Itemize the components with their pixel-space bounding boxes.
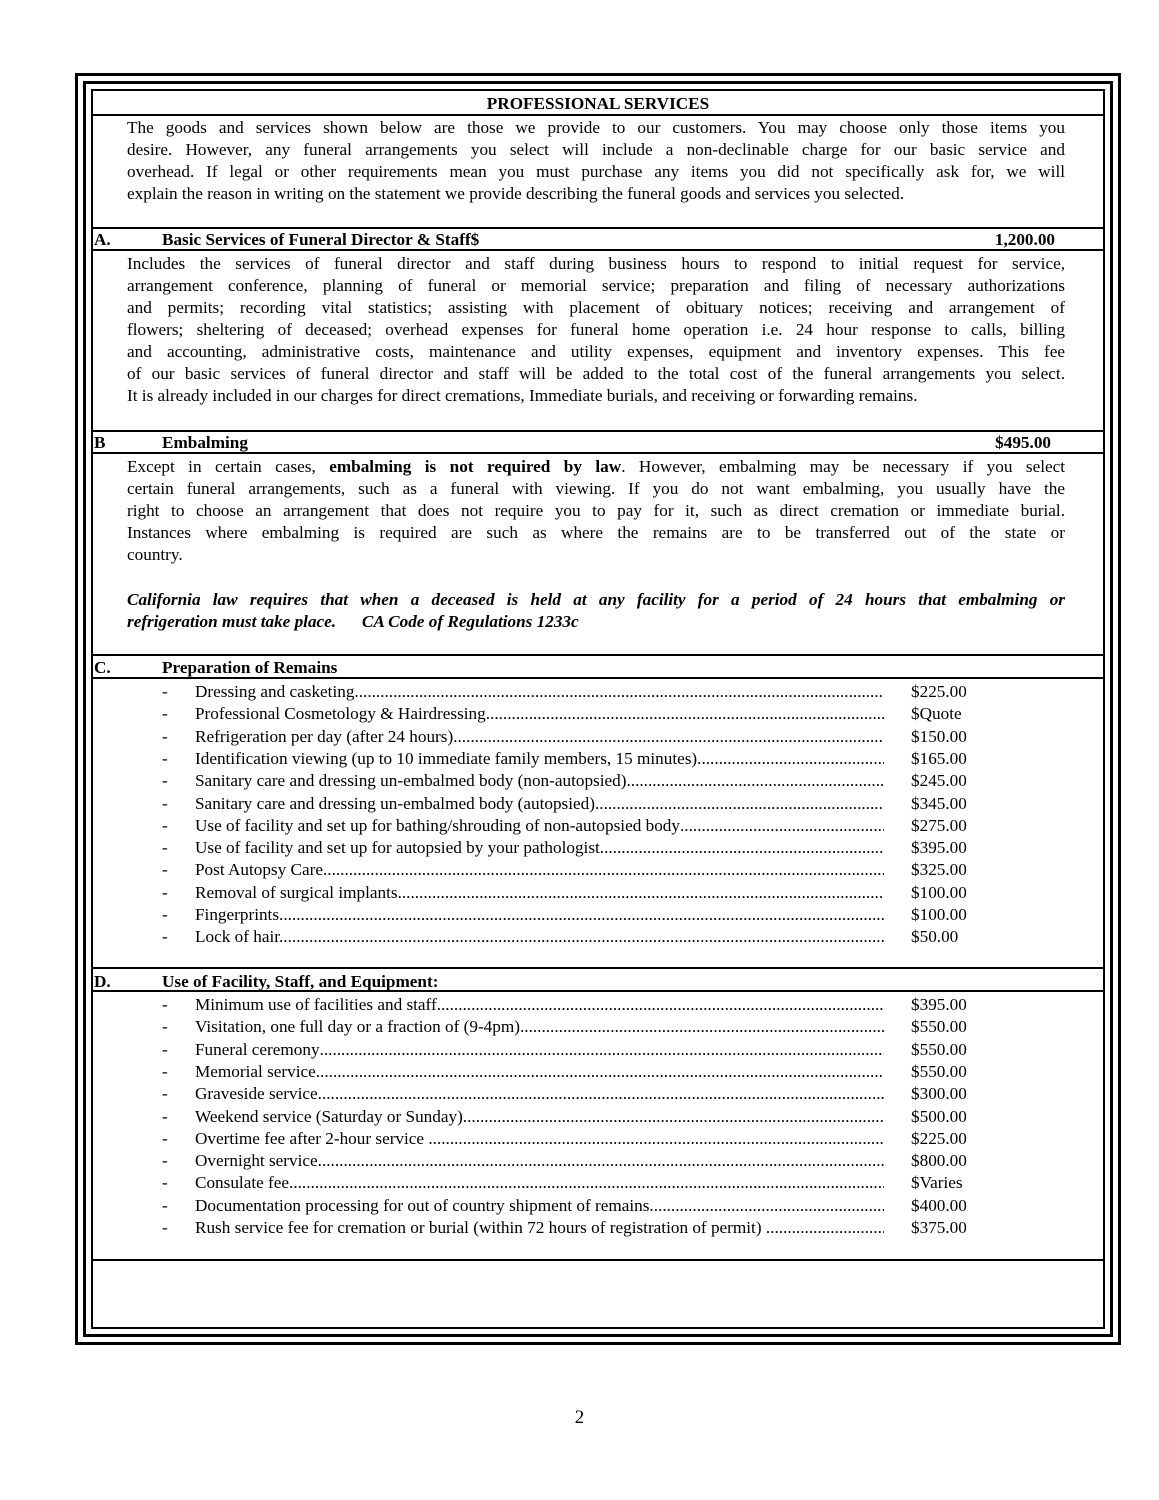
price-list-item: [162, 882, 884, 904]
item-label: Rush service fee for cremation or burial (within 72 hours of registration of permit): [195, 1218, 766, 1237]
item-price: $Quote: [911, 704, 962, 724]
item-price: $395.00: [911, 838, 967, 858]
list-bullet: -: [162, 1151, 168, 1171]
section-c-letter: C.: [94, 658, 111, 677]
section-b-line-start: Except in certain cases,: [127, 457, 330, 476]
dot-leader: [318, 1150, 884, 1172]
list-bullet: -: [162, 1017, 168, 1037]
divider: [91, 1259, 1105, 1261]
list-bullet: -: [162, 927, 168, 947]
section-a-line: arrangement conference, planning of funeral or memorial service; preparation and filing of necessary authorizations: [127, 276, 1065, 295]
price-list-item: [162, 926, 884, 948]
item-price: $550.00: [911, 1017, 967, 1037]
item-label: Dressing and casketing: [195, 682, 355, 701]
law-line: refrigeration must take place. CA Code of Regulations 1233c: [127, 612, 579, 631]
item-label: Lock of hair.: [195, 927, 284, 947]
item-label: Sanitary care and dressing un-embalmed body (non-autopsied): [195, 771, 627, 791]
dot-leader: [320, 1039, 884, 1061]
item-price: $550.00: [911, 1039, 967, 1059]
item-label: Consulate fee: [195, 1173, 290, 1193]
price-list-item: [162, 994, 884, 1016]
page-title: PROFESSIONAL SERVICES: [486, 94, 710, 113]
item-label: Weekend service (Saturday or Sunday): [195, 1106, 463, 1126]
section-a-line: flowers; sheltering of deceased; overhead expenses for funeral home operation i.e. 24 hour response to calls, billing: [127, 320, 1065, 339]
price-list-item: [162, 904, 884, 926]
item-price: $800.00: [911, 1151, 967, 1171]
list-bullet: -: [162, 1128, 168, 1148]
price-list-item: [162, 1150, 884, 1172]
list-bullet: -: [162, 793, 168, 813]
item-price: $500.00: [911, 1106, 967, 1126]
item-label: Overtime fee after 2-hour service: [195, 1128, 429, 1148]
price-list-item: [162, 1128, 884, 1150]
section-b-price: $495.00: [995, 433, 1051, 452]
list-bullet: -: [162, 1195, 168, 1215]
item-price: $225.00: [911, 682, 967, 701]
price-list-item: [162, 1172, 884, 1194]
item-label: Visitation, one full day or a fraction of (9-4pm): [195, 1017, 520, 1037]
dot-leader: [453, 726, 884, 748]
item-label: Professional Cosmetology & Hairdressing: [195, 704, 486, 724]
section-a-description: [127, 253, 1065, 407]
list-bullet: -: [162, 860, 168, 880]
dot-leader: [323, 859, 884, 881]
section-b-emphasis: embalming is not required by law: [329, 457, 622, 476]
list-bullet: -: [162, 704, 168, 724]
item-label: Funeral ceremony: [195, 1039, 320, 1059]
price-list-item: [162, 1195, 884, 1217]
section-d-letter: D.: [94, 972, 111, 991]
section-a-line: and permits; recording vital statistics; assisting with placement of obituary notices; receiving and arrangement of: [127, 298, 1065, 317]
section-a-line: of our basic services of funeral director and staff will be added to the total cost of the funeral arrangements you select.: [127, 364, 1065, 383]
california-law-note: [127, 589, 1065, 633]
price-list-item: [162, 815, 884, 837]
dot-leader: [316, 1061, 884, 1083]
section-a-line: It is already included in our charges for direct cremations, Immediate burials, and receiving or forwarding remains.: [127, 386, 918, 405]
dot-leader: [283, 926, 884, 948]
item-label: Fingerprints: [195, 905, 280, 924]
price-list-item: [162, 859, 884, 881]
price-list-item: [162, 770, 884, 792]
divider: [91, 654, 1105, 656]
price-list-item: [162, 1016, 884, 1038]
item-label: Use of facility and set up for bathing/shrouding of non-autopsied body: [195, 815, 680, 835]
dot-leader: [289, 1172, 884, 1194]
item-price: $165.00: [911, 748, 967, 768]
item-price: $325.00: [911, 860, 967, 880]
section-c-title: Preparation of Remains: [162, 658, 338, 677]
list-bullet: -: [162, 1061, 168, 1081]
item-label: Use of facility and set up for autopsied by your pathologist: [195, 838, 600, 858]
dot-leader: [595, 793, 884, 815]
item-price: $100.00: [911, 882, 967, 902]
item-price: $50.00: [911, 927, 959, 947]
item-price: $550.00: [911, 1061, 967, 1081]
item-label: Sanitary care and dressing un-embalmed body (autopsied): [195, 793, 595, 813]
section-b-description: [127, 456, 1065, 566]
section-a-price: 1,200.00: [994, 230, 1055, 249]
item-label: Memorial service: [195, 1061, 316, 1081]
intro-line: desire. However, any funeral arrangements you select will include a non-declinable charge for our basic service and: [127, 140, 1065, 159]
section-b-line: certain funeral arrangements, such as a funeral with viewing. If you do not want embalming, you usually have the: [127, 479, 1065, 498]
section-a-line: and accounting, administrative costs, maintenance and utility expenses, equipment and inventory expenses. This fee: [127, 342, 1065, 361]
price-list-item: [162, 837, 884, 859]
price-list-item: [162, 1106, 884, 1128]
intro-line: overhead. If legal or other requirements mean you must purchase any items you did not specifically ask for, we will: [127, 162, 1065, 181]
item-label: Removal of surgical implants: [195, 882, 398, 902]
intro-paragraph: [127, 117, 1065, 205]
section-a-line: Includes the services of funeral director and staff during business hours to respond to initial request for service,: [127, 254, 1065, 273]
dot-leader: [354, 681, 884, 703]
dot-leader: [520, 1016, 884, 1038]
item-price: $150.00: [911, 726, 967, 746]
section-b-line: [127, 456, 1065, 478]
item-price: $100.00: [911, 905, 967, 924]
item-label: Overnight service: [195, 1151, 318, 1171]
dot-leader: [766, 1217, 884, 1239]
section-a-letter: A.: [94, 230, 111, 249]
item-price: $225.00: [911, 1128, 967, 1148]
price-list-item: [162, 726, 884, 748]
list-bullet: -: [162, 726, 168, 746]
price-list-item: [162, 1039, 884, 1061]
item-price: $300.00: [911, 1084, 967, 1104]
intro-line: The goods and services shown below are those we provide to our customers. You may choose only those items you: [127, 118, 1065, 137]
price-list-item: [162, 793, 884, 815]
price-list-item: [162, 1083, 884, 1105]
list-bullet: -: [162, 1039, 168, 1059]
item-price: $400.00: [911, 1195, 967, 1215]
item-price: $245.00: [911, 771, 967, 791]
price-list-item: [162, 1061, 884, 1083]
dot-leader: [463, 1106, 884, 1128]
dot-leader: [626, 770, 884, 792]
item-label: Identification viewing (up to 10 immediate family members, 15 minutes): [195, 748, 698, 768]
item-label: Post Autopsy Care: [195, 860, 323, 880]
list-bullet: -: [162, 815, 168, 835]
item-label: Graveside service: [195, 1084, 318, 1104]
dot-leader: [318, 1083, 884, 1105]
dot-leader: [279, 904, 884, 926]
list-bullet: -: [162, 1106, 168, 1126]
price-list-item: [162, 1217, 884, 1239]
law-line: California law requires that when a deceased is held at any facility for a period of 24 hours that embalming or: [127, 590, 1065, 609]
list-bullet: -: [162, 882, 168, 902]
section-b-line: country.: [127, 545, 183, 564]
item-price: $395.00: [911, 995, 967, 1014]
section-b-line: right to choose an arrangement that does not require you to pay for it, such as direct cremation or immediate burial.: [127, 501, 1065, 520]
price-list-item: [162, 703, 884, 725]
item-label: Refrigeration per day (after 24 hours): [195, 726, 454, 746]
dot-leader: [697, 748, 884, 770]
section-b-line: Instances where embalming is required are such as where the remains are to be transferred out of the state or: [127, 523, 1065, 542]
price-list-item: [162, 681, 884, 703]
section-b-letter: B: [94, 433, 106, 452]
dot-leader: [649, 1195, 884, 1217]
price-list-item: [162, 748, 884, 770]
list-bullet: -: [162, 1218, 168, 1237]
section-b-line-end: . However, embalming may be necessary if you select: [621, 457, 1066, 476]
dot-leader: [437, 994, 884, 1016]
list-bullet: -: [162, 682, 168, 701]
dot-leader: [486, 703, 884, 725]
section-a-title: Basic Services of Funeral Director & Staff$: [162, 230, 480, 249]
dot-leader: [600, 837, 884, 859]
list-bullet: -: [162, 748, 168, 768]
divider: [91, 967, 1105, 969]
dot-leader: [398, 882, 884, 904]
item-price: $375.00: [911, 1218, 967, 1237]
list-bullet: -: [162, 905, 168, 924]
list-bullet: -: [162, 838, 168, 858]
section-d-title: Use of Facility, Staff, and Equipment:: [162, 972, 439, 991]
list-bullet: -: [162, 1084, 168, 1104]
list-bullet: -: [162, 1173, 168, 1193]
intro-line: explain the reason in writing on the statement we provide describing the funeral goods and services you selected.: [127, 184, 905, 203]
list-bullet: -: [162, 771, 168, 791]
item-price: $275.00: [911, 815, 967, 835]
page-number: 2: [574, 1407, 585, 1428]
item-label: Minimum use of facilities and staff: [195, 995, 437, 1014]
section-b-title: Embalming: [162, 433, 248, 452]
item-price: $345.00: [911, 793, 967, 813]
dot-leader: [428, 1128, 884, 1150]
dot-leader: [680, 815, 884, 837]
item-label: Documentation processing for out of country shipment of remains: [195, 1195, 650, 1215]
item-price: $Varies: [911, 1173, 963, 1193]
list-bullet: -: [162, 995, 168, 1014]
